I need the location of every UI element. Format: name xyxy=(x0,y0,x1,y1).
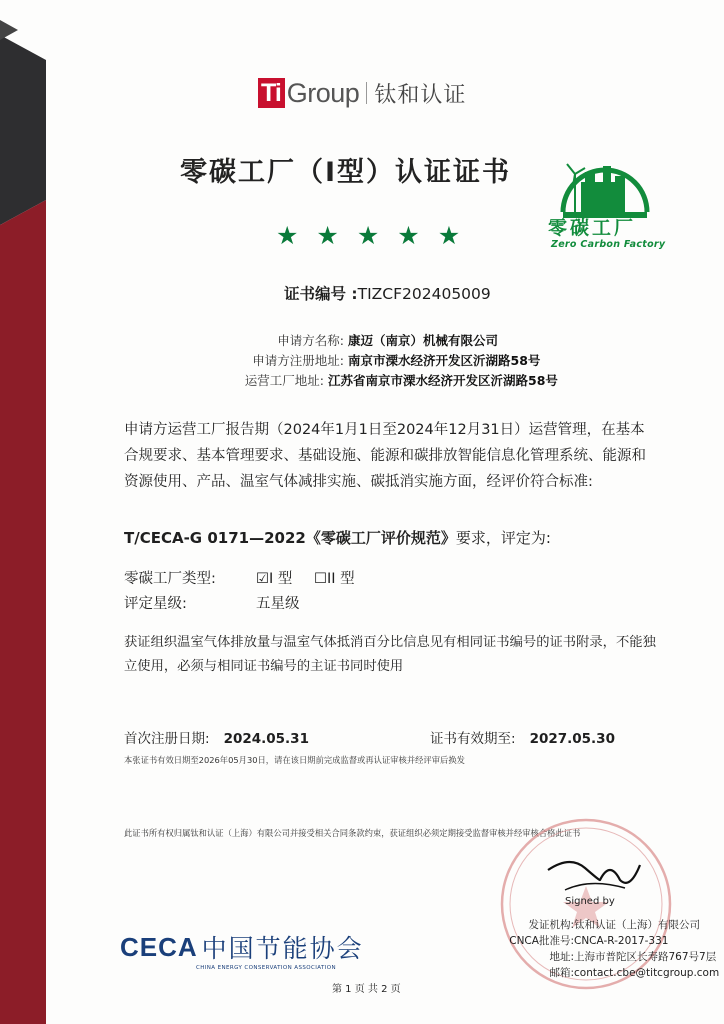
star-icon: ★ xyxy=(316,221,339,250)
certificate-number-label: 证书编号 : xyxy=(284,285,358,303)
operating-address-row xyxy=(230,371,558,389)
validity-note: 本张证书有效日期至2026年05月30日，请在该日期前完成监督或再认证审核并经评审后换发 xyxy=(124,755,465,765)
star-icon: ★ xyxy=(437,221,461,250)
issuer-email-row xyxy=(492,965,719,980)
cnca-label: CNCA批准号: xyxy=(509,935,574,947)
tigroup-logo xyxy=(258,76,466,110)
certificate-number-value: TIZCF202405009 xyxy=(357,285,491,303)
first-registration-date: 2024.05.31 xyxy=(223,731,309,747)
signed-by: Signed by xyxy=(565,896,615,907)
issuer-org: 钛和认证（上海）有限公司 xyxy=(574,919,700,931)
star-icon: ★ xyxy=(276,221,299,250)
factory-type-label: 零碳工厂类型: xyxy=(124,571,216,587)
registered-address: 南京市溧水经济开发区沂湖路58号 xyxy=(348,353,541,368)
valid-until-date: 2027.05.30 xyxy=(529,731,615,747)
first-registration-label: 首次注册日期: xyxy=(124,731,210,747)
type-option-ii: ☐II 型 xyxy=(314,571,355,587)
issuer-email-label: 邮箱: xyxy=(549,967,574,979)
ceca-chinese-name: 中国节能协会 xyxy=(201,934,364,963)
certificate-title: 零碳工厂（I型）认证证书 xyxy=(180,157,512,188)
cnca-row xyxy=(492,933,668,948)
rights-note: 此证书所有权归属钛和认证（上海）有限公司并接受相关合同条款约束，获证组织必须定期接受监督审核并经审核合格此证书 xyxy=(124,828,581,838)
issuer-address-label: 地址: xyxy=(549,951,574,963)
appendix-note: 获证组织温室气体排放量与温室气体抵消百分比信息见有相同证书编号的证书附录，不能独立使用，必须与相同证书编号的主证书同时使用 xyxy=(124,635,656,674)
issuer-address-row xyxy=(492,949,716,964)
ceca-logo xyxy=(120,929,364,971)
logo-chinese-name: 钛和认证 xyxy=(374,82,467,108)
applicant-name-label: 申请方名称: xyxy=(277,333,344,348)
logo-ti: Ti xyxy=(258,78,285,108)
registered-address-label: 申请方注册地址: xyxy=(252,353,344,368)
registered-address-row xyxy=(230,351,540,369)
logo-divider xyxy=(366,82,367,104)
first-registration-row xyxy=(124,727,309,747)
signature xyxy=(540,850,650,900)
logo-group: Group xyxy=(286,77,360,108)
valid-until-label: 证书有效期至: xyxy=(430,731,516,747)
standard-line xyxy=(124,527,551,548)
issuer-address: 上海市普陀区长寿路767号7层 xyxy=(574,951,717,963)
operating-address-label: 运营工厂地址: xyxy=(244,373,324,388)
issuer-org-row xyxy=(492,917,700,932)
type-option-i: ☑I 型 xyxy=(256,571,293,587)
star-icon: ★ xyxy=(397,221,420,250)
valid-until-row xyxy=(430,727,615,747)
applicant-name-row xyxy=(250,331,498,349)
ceca-acronym: CECA xyxy=(120,931,198,962)
page-number: 第 1 页 共 2 页 xyxy=(332,984,401,995)
applicant-name: 康迈（南京）机械有限公司 xyxy=(348,333,499,348)
zero-carbon-factory-cn: 零碳工厂 xyxy=(548,217,637,239)
issuer-email: contact.cbe@titcgroup.com xyxy=(574,967,720,979)
ceca-english-name: CHINA ENERGY CONSERVATION ASSOCIATION xyxy=(196,965,336,971)
zero-carbon-factory-en: Zero Carbon Factory xyxy=(551,239,666,250)
standard-code: T/CECA-G 0171—2022《零碳工厂评价规范》 xyxy=(124,529,456,547)
operating-address: 江苏省南京市溧水经济开发区沂湖路58号 xyxy=(328,373,558,388)
star-icon: ★ xyxy=(356,221,380,250)
star-rating xyxy=(276,221,460,251)
issuer-org-label: 发证机构: xyxy=(528,919,574,931)
certificate-number xyxy=(284,282,491,304)
standard-suffix: 要求，评定为: xyxy=(455,529,551,547)
left-decorative-band xyxy=(0,0,46,1024)
assessment-paragraph: 申请方运营工厂报告期（2024年1月1日至2024年12月31日）运营管理，在基本合规要求、基本管理要求、基础设施、能源和碳排放智能信息化管理系统、能源和资源使用、产品、温室气体减排实施、碳抵消实施方面，经评价符合标准: xyxy=(124,422,646,490)
rating-value: 五星级 xyxy=(256,596,300,612)
cnca-number: CNCA-R-2017-331 xyxy=(574,935,669,947)
rating-label: 评定星级: xyxy=(124,596,187,612)
